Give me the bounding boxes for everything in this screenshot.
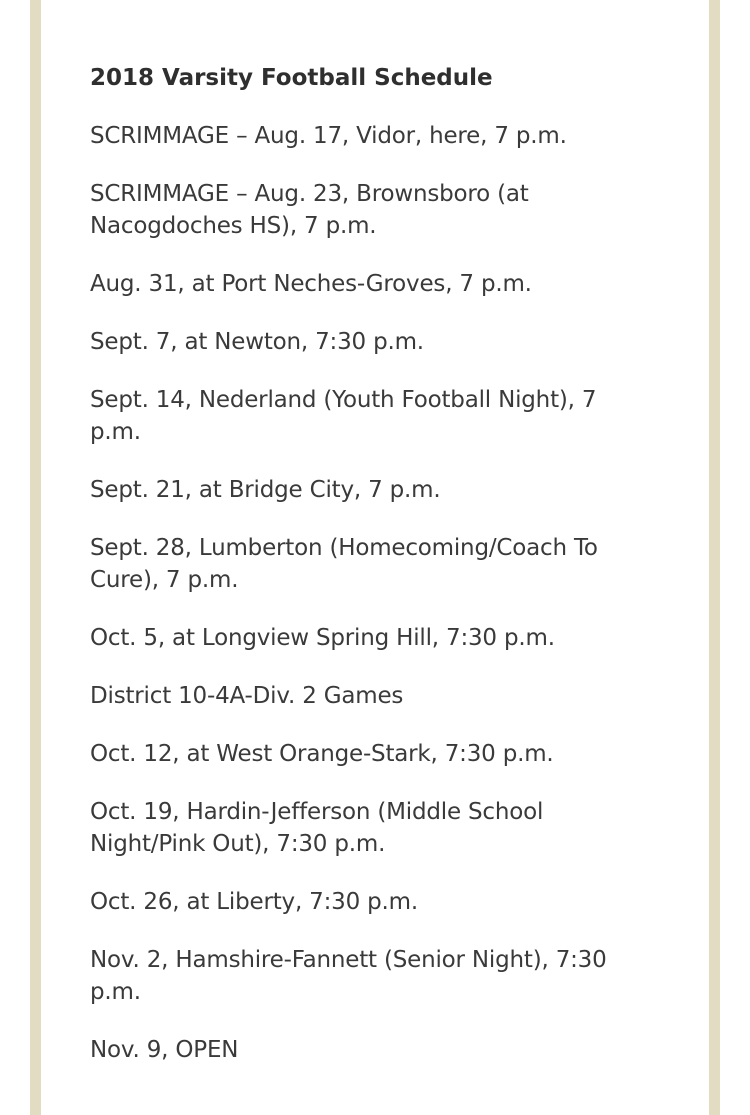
schedule-item-aug-31: Aug. 31, at Port Neches-Groves, 7 p.m. [90, 271, 532, 297]
schedule-item-scrimmage-aug-17: SCRIMMAGE – Aug. 17, Vidor, here, 7 p.m. [90, 123, 567, 149]
schedule-item-nov-9: Nov. 9, OPEN [90, 1037, 239, 1063]
schedule-item-oct-26: Oct. 26, at Liberty, 7:30 p.m. [90, 889, 418, 915]
schedule-item-oct-12: Oct. 12, at West Orange-Stark, 7:30 p.m. [90, 741, 554, 767]
schedule-item-scrimmage-aug-23: SCRIMMAGE – Aug. 23, Brownsboro (at Nacogdoches HS), 7 p.m. [90, 181, 529, 239]
schedule-item-sept-7: Sept. 7, at Newton, 7:30 p.m. [90, 329, 424, 355]
schedule-item-nov-2: Nov. 2, Hamshire-Fannett (Senior Night), 7:30 p.m. [90, 947, 607, 1005]
schedule-content [90, 62, 650, 1092]
schedule-title: 2018 Varsity Football Schedule [90, 65, 493, 91]
schedule-item-sept-21: Sept. 21, at Bridge City, 7 p.m. [90, 477, 441, 503]
schedule-item-sept-14: Sept. 14, Nederland (Youth Football Night), 7 p.m. [90, 387, 597, 445]
schedule-district-heading: District 10-4A-Div. 2 Games [90, 683, 404, 709]
schedule-item-oct-5: Oct. 5, at Longview Spring Hill, 7:30 p.m. [90, 625, 555, 651]
schedule-item-sept-28: Sept. 28, Lumberton (Homecoming/Coach To Cure), 7 p.m. [90, 535, 598, 593]
schedule-item-oct-19: Oct. 19, Hardin-Jefferson (Middle School Night/Pink Out), 7:30 p.m. [90, 799, 544, 857]
left-border-stripe [30, 0, 41, 1115]
right-border-stripe [709, 0, 720, 1115]
